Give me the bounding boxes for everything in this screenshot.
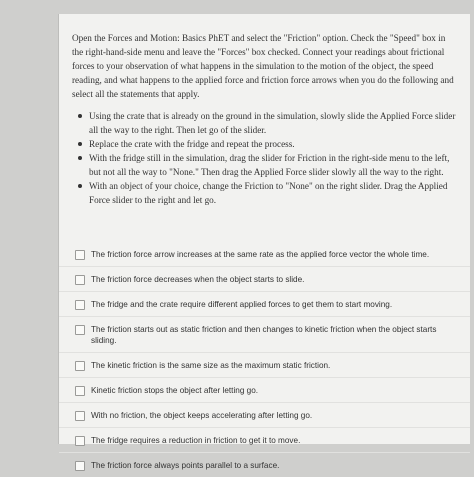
checkbox[interactable] [75, 361, 85, 371]
answer-option-label: The friction force arrow increases at the same rate as the applied force vector the whole time. [91, 250, 430, 259]
bullet-icon [78, 156, 82, 160]
instruction-list [72, 109, 458, 207]
answer-option[interactable] [59, 377, 470, 402]
answer-option-label: Kinetic friction stops the object after letting go. [91, 386, 259, 395]
checkbox[interactable] [75, 386, 85, 396]
question-panel [58, 14, 470, 470]
answer-option-label: The fridge requires a reduction in friction to get it to move. [91, 436, 301, 445]
answer-option-label: With no friction, the object keeps accelerating after letting go. [91, 411, 313, 420]
answer-option-label: The friction starts out as static friction and then changes to kinetic friction when the object starts sliding. [91, 325, 437, 345]
bullet-icon [78, 142, 82, 146]
answer-option-label: The friction force decreases when the object starts to slide. [91, 275, 305, 284]
question-intro: Open the Forces and Motion: Basics PhET and select the "Friction" option. Check the "Speed" box in the right-hand-side menu and leave the "Forces" box checked. Connect your readings about frictional forces to your observation of what happens in the simulation to the motion of the object, the speed reading, and what happens to the applied force and friction force arrows when you do the following and select all the statements that apply. [72, 33, 454, 99]
answer-option-label: The fridge and the crate require different applied forces to get them to start moving. [91, 300, 393, 309]
answer-options [59, 242, 470, 477]
answer-option[interactable] [59, 242, 470, 266]
checkbox[interactable] [75, 325, 85, 335]
instruction-step-text: With an object of your choice, change the Friction to "None" on the right slider. Drag the Applied Force slider to the right and let go. [89, 181, 448, 205]
checkbox[interactable] [75, 300, 85, 310]
answer-option[interactable] [59, 352, 470, 377]
instruction-step [72, 109, 458, 137]
instruction-step [72, 137, 458, 151]
bullet-icon [78, 114, 82, 118]
instruction-step [72, 151, 458, 179]
answer-option[interactable] [59, 452, 470, 477]
answer-option-label: The friction force always points parallel to a surface. [91, 461, 280, 470]
instruction-step-text: Using the crate that is already on the ground in the simulation, slowly slide the Applied Force slider all the way to the right. Then let go of the slider. [89, 111, 456, 135]
answer-option[interactable] [59, 266, 470, 291]
checkbox[interactable] [75, 461, 85, 471]
instruction-step [72, 179, 458, 207]
answer-option[interactable] [59, 291, 470, 316]
instruction-step-text: Replace the crate with the fridge and repeat the process. [89, 139, 295, 149]
answer-option[interactable] [59, 427, 470, 452]
instruction-step-text: With the fridge still in the simulation, drag the slider for Friction in the right-side menu to the left, but not all the way to "None." Then drag the Applied Force slider slowly all the way to the right. [89, 153, 450, 177]
checkbox[interactable] [75, 411, 85, 421]
answer-option[interactable] [59, 402, 470, 427]
answer-option-label: The kinetic friction is the same size as the maximum static friction. [91, 361, 331, 370]
answer-option[interactable] [59, 316, 470, 352]
checkbox[interactable] [75, 436, 85, 446]
question-prompt [59, 14, 470, 207]
bullet-icon [78, 184, 82, 188]
checkbox[interactable] [75, 275, 85, 285]
checkbox[interactable] [75, 250, 85, 260]
